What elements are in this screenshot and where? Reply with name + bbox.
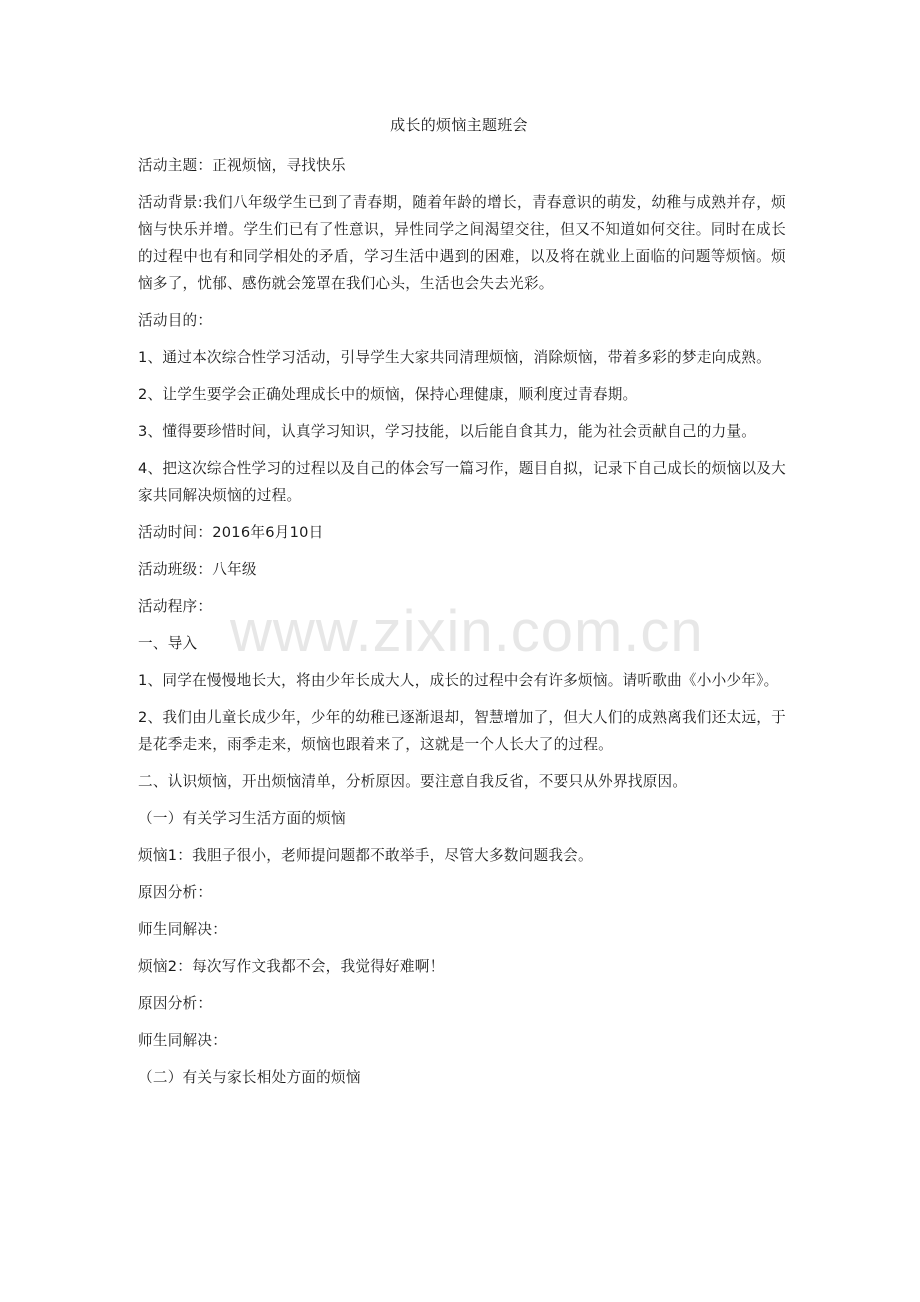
activity-time: 活动时间：2016年6月10日 — [138, 524, 324, 541]
activity-purpose-heading: 活动目的： — [138, 312, 213, 329]
cause-analysis-1: 原因分析： — [138, 884, 213, 901]
document-title: 成长的烦恼主题班会 — [390, 116, 528, 134]
document-body — [138, 152, 786, 1091]
cause-analysis-2: 原因分析： — [138, 995, 213, 1012]
worry-1: 烦恼1：我胆子很小，老师提问题都不敢举手，尽管大多数问题我会。 — [138, 847, 593, 864]
watermark: www.zixin.com.cn — [230, 599, 704, 664]
purpose-item-1: 1、通过本次综合性学习活动，引导学生大家共同清理烦恼，消除烦恼，带着多彩的梦走向成熟。 — [138, 349, 771, 366]
activity-theme: 活动主题：正视烦恼，寻找快乐 — [138, 157, 346, 174]
activity-procedure-heading: 活动程序： — [138, 598, 213, 615]
worry-2: 烦恼2：每次写作文我都不会，我觉得好难啊！ — [138, 958, 445, 975]
purpose-item-2: 2、让学生要学会正确处理成长中的烦恼，保持心理健康，顺利度过青春期。 — [138, 386, 638, 403]
intro-item-2: 2、我们由儿童长成少年，少年的幼稚已逐渐退却，智慧增加了，但大人们的成熟离我们还太远，于是花季走来，雨季走来，烦恼也跟着来了，这就是一个人长大了的过程。 — [138, 709, 786, 753]
purpose-item-4: 4、把这次综合性学习的过程以及自己的体会写一篇习作，题目自拟，记录下自己成长的烦恼以及大家共同解决烦恼的过程。 — [138, 460, 786, 504]
intro-item-1: 1、同学在慢慢地长大，将由少年长成大人，成长的过程中会有许多烦恼。请听歌曲《小小少年》。 — [138, 672, 779, 689]
section-2-heading: 二、认识烦恼，开出烦恼清单，分析原因。要注意自我反省，不要只从外界找原因。 — [138, 773, 688, 790]
subsection-2-heading: （二）有关与家长相处方面的烦恼 — [138, 1069, 361, 1086]
purpose-item-3: 3、懂得要珍惜时间，认真学习知识，学习技能，以后能自食其力，能为社会贡献自己的力量。 — [138, 423, 757, 440]
activity-class: 活动班级：八年级 — [138, 561, 257, 578]
solution-1: 师生同解决： — [138, 921, 228, 938]
section-1-heading: 一、导入 — [138, 635, 198, 652]
activity-background: 活动背景:我们八年级学生已到了青春期，随着年龄的增长，青春意识的萌发，幼稚与成熟并存，烦恼与快乐并增。学生们已有了性意识，异性同学之间渴望交往，但又不知道如何交往。同时在成长的过程中也有和同学相处的矛盾，学习生活中遇到的困难，以及将在就业上面临的问题等烦恼。烦恼多了，忧郁、感伤就会笼罩在我们心头，生活也会失去光彩。 — [138, 194, 786, 292]
subsection-1-heading: （一）有关学习生活方面的烦恼 — [138, 810, 346, 827]
solution-2: 师生同解决： — [138, 1032, 228, 1049]
